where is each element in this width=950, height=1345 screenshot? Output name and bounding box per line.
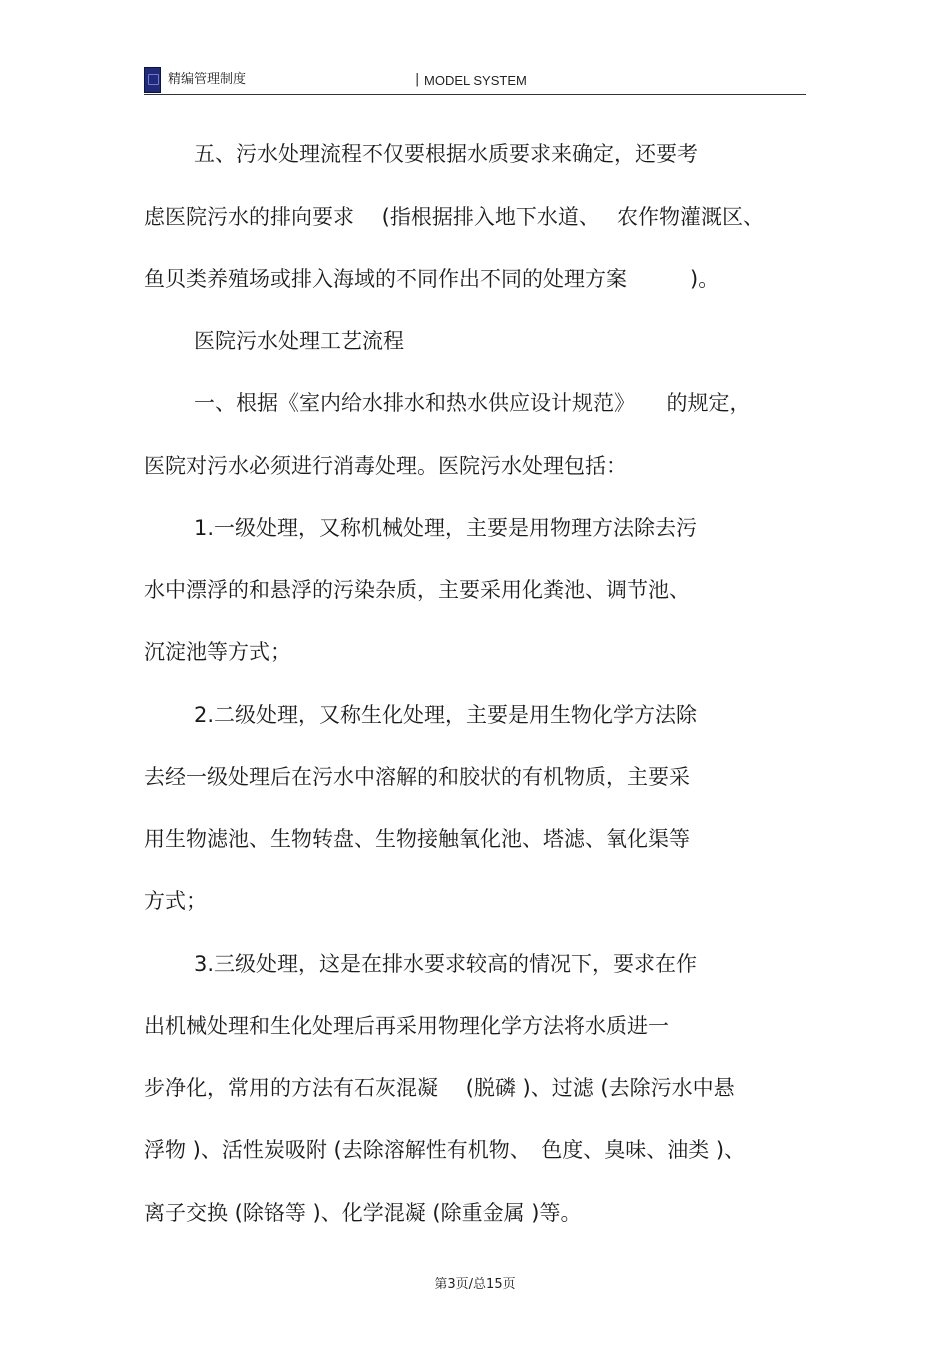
body-line: 去经一级处理后在污水中溶解的和胶状的有机物质，主要采 [144,765,690,789]
body-line: 水中漂浮的和悬浮的污染杂质，主要采用化粪池、调节池、 [144,578,690,602]
body-line: 一、根据《室内给水排水和热水供应设计规范》 的规定， [194,391,751,415]
body-line: 3.三级处理，这是在排水要求较高的情况下，要求在作 [194,952,698,976]
body-line: 2.二级处理，又称生化处理，主要是用生物化学方法除 [194,703,698,727]
body-line: 离子交换 (除铬等 )、化学混凝 (除重金属 )等。 [144,1201,582,1225]
body-line: 出机械处理和生化处理后再采用物理化学方法将水质进一 [144,1014,669,1038]
header-subtitle: MODEL SYSTEM [424,73,527,88]
body-line: 沉淀池等方式； [144,640,291,664]
body-line: 方式； [144,889,207,913]
header-title: 精编管理制度 [168,72,247,87]
section-heading: 医院污水处理工艺流程 [194,329,404,353]
body-line: 虑医院污水的排向要求 (指根据排入地下水道、 农作物灌溉区、 [144,205,765,229]
page-number: 第3页/总15页 [434,1277,516,1292]
body-line: 用生物滤池、生物转盘、生物接触氧化池、塔滤、氧化渠等 [144,827,690,851]
body-line: 五、污水处理流程不仅要根据水质要求来确定，还要考 [194,142,698,166]
logo-icon [144,67,161,93]
body-line: 浮物 )、活性炭吸附 (去除溶解性有机物、 色度、臭味、油类 )、 [144,1138,746,1162]
body-line: 步净化，常用的方法有石灰混凝 (脱磷 )、过滤 (去除污水中悬 [144,1076,735,1100]
page-header [144,66,806,95]
header-separator: | [415,72,420,87]
body-line: 医院对污水必须进行消毒处理。医院污水处理包括： [144,454,627,478]
body-line: 鱼贝类养殖场或排入海域的不同作出不同的处理方案 )。 [144,267,720,291]
body-line: 1.一级处理，又称机械处理，主要是用物理方法除去污 [194,516,698,540]
